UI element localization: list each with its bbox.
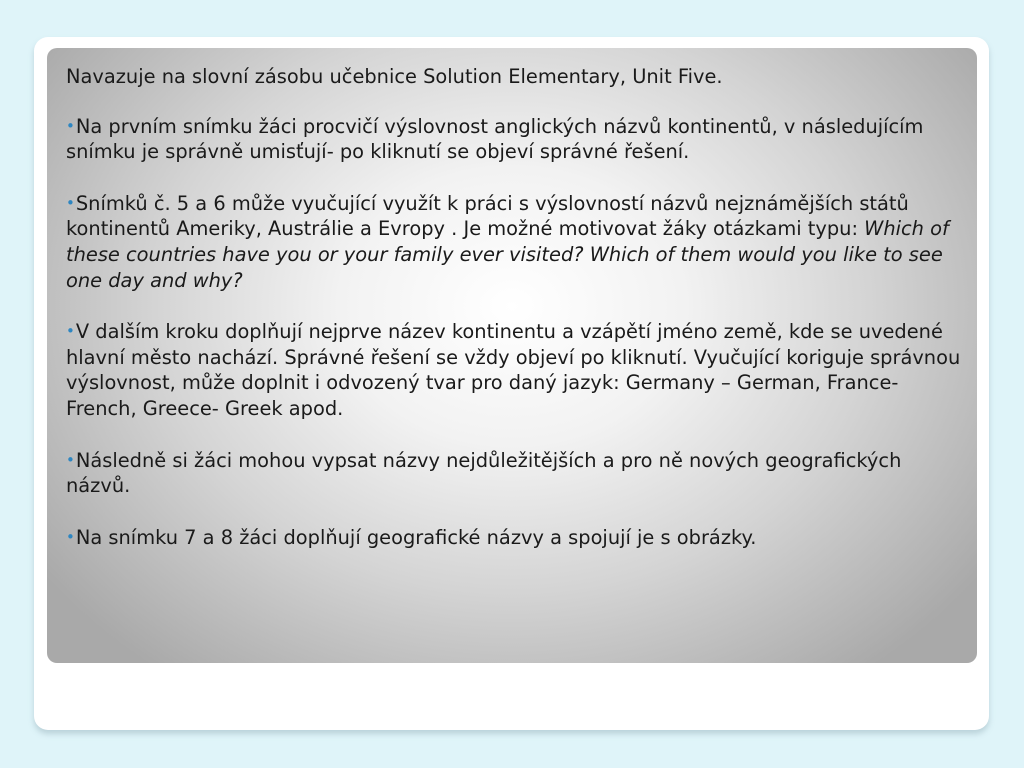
- bullet-item-text: Snímků č. 5 a 6 může vyučující využít k práci s výslovností názvů nejznámějších států kontinentů Ameriky, Austrálie a Evropy . Je možné motivovat žáky otázkami typu:: [66, 191, 909, 241]
- bullet-item-text: Na snímku 7 a 8 žáci doplňují geografické názvy a spojují je s obrázky.: [75, 525, 757, 549]
- bullet-icon: •: [66, 116, 75, 135]
- bullet-item-text: Následně si žáci mohou vypsat názvy nejdůležitějších a pro ně nových geografických názvů.: [66, 448, 902, 498]
- bullet-icon: •: [66, 527, 75, 546]
- bullet-item-5: [66, 525, 967, 551]
- bullet-item-3: [66, 319, 967, 421]
- bullet-item-text: Na prvním snímku žáci procvičí výslovnost anglických názvů kontinentů, v následujícím snímku je správně umisťují- po kliknutí se objeví správné řešení.: [66, 114, 924, 164]
- content-box: [47, 48, 977, 663]
- bullet-item-4: [66, 448, 967, 499]
- bullet-icon: •: [66, 322, 75, 341]
- bullet-item-2: [66, 191, 967, 293]
- bullet-item-text: V dalším kroku doplňují nejprve název kontinentu a vzápětí jméno země, kde se uvedené hlavní město nachází. Správné řešení se vždy objeví po kliknutí. Vyučující koriguje správnou výslovnost, může doplnit i odvozený tvar pro daný jazyk: Germany – German, France- French, Greece- Greek apod.: [66, 320, 961, 420]
- bullet-item-1: [66, 114, 967, 165]
- bullet-item-italic-text: Which of these countries have you or your family ever visited? Which of them would you like to see one day and why?: [66, 217, 949, 292]
- intro-paragraph: Navazuje na slovní zásobu učebnice Solution Elementary, Unit Five.: [66, 65, 723, 88]
- bullet-icon: •: [66, 193, 75, 212]
- bullet-icon: •: [66, 450, 75, 469]
